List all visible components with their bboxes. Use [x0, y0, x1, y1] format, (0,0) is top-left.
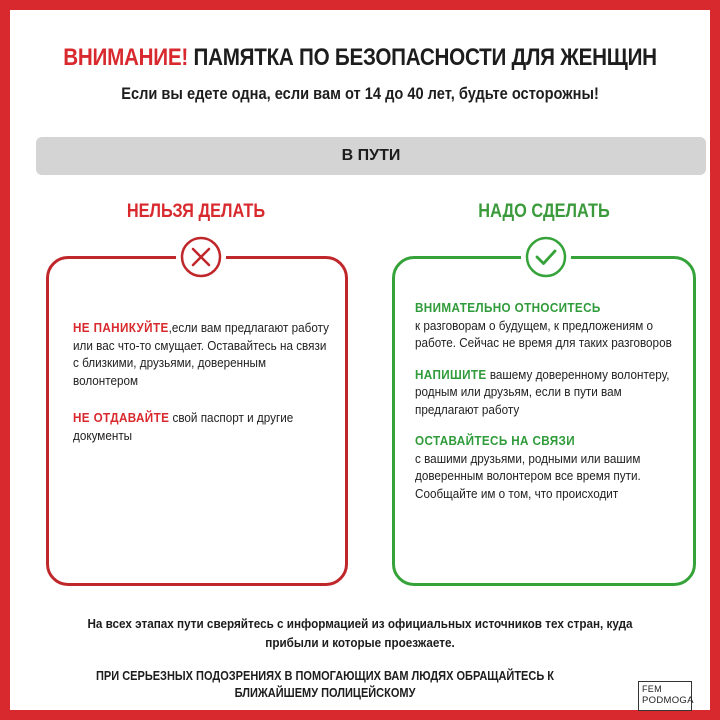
- dont-card: [46, 256, 348, 586]
- do-list: [415, 299, 676, 516]
- do-item-text: вашему доверенному волонтеру, родным или друзьям, если в пути вам предлагают работу: [415, 366, 670, 417]
- do-item-highlight: НАПИШИТЕ: [415, 366, 487, 382]
- do-item: [415, 432, 676, 502]
- title-rest: ПАМЯТКА ПО БЕЗОПАСНОСТИ ДЛЯ ЖЕНЩИН: [188, 44, 657, 71]
- poster-title: [59, 44, 661, 72]
- dont-item-highlight: НЕ ОТДАВАЙТЕ: [73, 410, 170, 425]
- cross-circle-icon: [176, 232, 226, 282]
- dont-item-text: свой паспорт и другие документы: [73, 410, 294, 443]
- dont-list: [73, 319, 330, 464]
- dont-item: [73, 409, 330, 444]
- footer-police-note: ПРИ СЕРЬЕЗНЫХ ПОДОЗРЕНИЯХ В ПОМОГАЮЩИХ ВАМ ЛЮДЯХ ОБРАЩАЙТЕСЬ К БЛИЖАЙШЕМУ ПОЛИЦЕЙСКОМУ: [95, 669, 555, 700]
- title-warning: ВНИМАНИЕ!: [63, 44, 189, 71]
- do-item-highlight: ВНИМАТЕЛЬНО ОТНОСИТЕСЬ: [415, 300, 601, 315]
- section-banner: [36, 137, 706, 175]
- logo-line1: FEM: [642, 684, 662, 694]
- dont-item: [73, 319, 330, 389]
- dont-heading: НЕЛЬЗЯ ДЕЛАТЬ: [126, 201, 266, 222]
- do-item-text: к разговорам о будущем, к предложениям о работе. Сейчас не время для таких разговоров: [415, 317, 672, 350]
- do-item: [415, 299, 676, 352]
- dont-item-text: ,если вам предлагают работу или вас что-то смущает. Оставайтесь на связи с близкими, друзьями, доверенным волонтером: [73, 320, 329, 388]
- check-circle-icon: [521, 232, 571, 282]
- logo-line2: PODMOGA: [642, 695, 694, 706]
- fem-podmoga-logo: [638, 681, 692, 711]
- do-card: [392, 256, 696, 586]
- section-banner-label: В ПУТИ: [341, 147, 401, 164]
- do-item: [415, 366, 676, 419]
- poster-subtitle: Если вы едете одна, если вам от 14 до 40 лет, будьте осторожны!: [121, 84, 599, 103]
- do-item-text: с вашими друзьями, родными или вашим доверенным волонтером все время пути. Сообщайте им о том, что происходит: [415, 450, 641, 501]
- dont-item-highlight: НЕ ПАНИКУЙТЕ: [73, 320, 169, 335]
- do-heading: НАДО СДЕЛАТЬ: [478, 201, 610, 222]
- do-item-highlight: ОСТАВАЙТЕСЬ НА СВЯЗИ: [415, 433, 576, 448]
- footer-note: На всех этапах пути сверяйтесь с информацией из официальных источников тех стран, куда прибыли и которые проезжаете.: [87, 616, 633, 650]
